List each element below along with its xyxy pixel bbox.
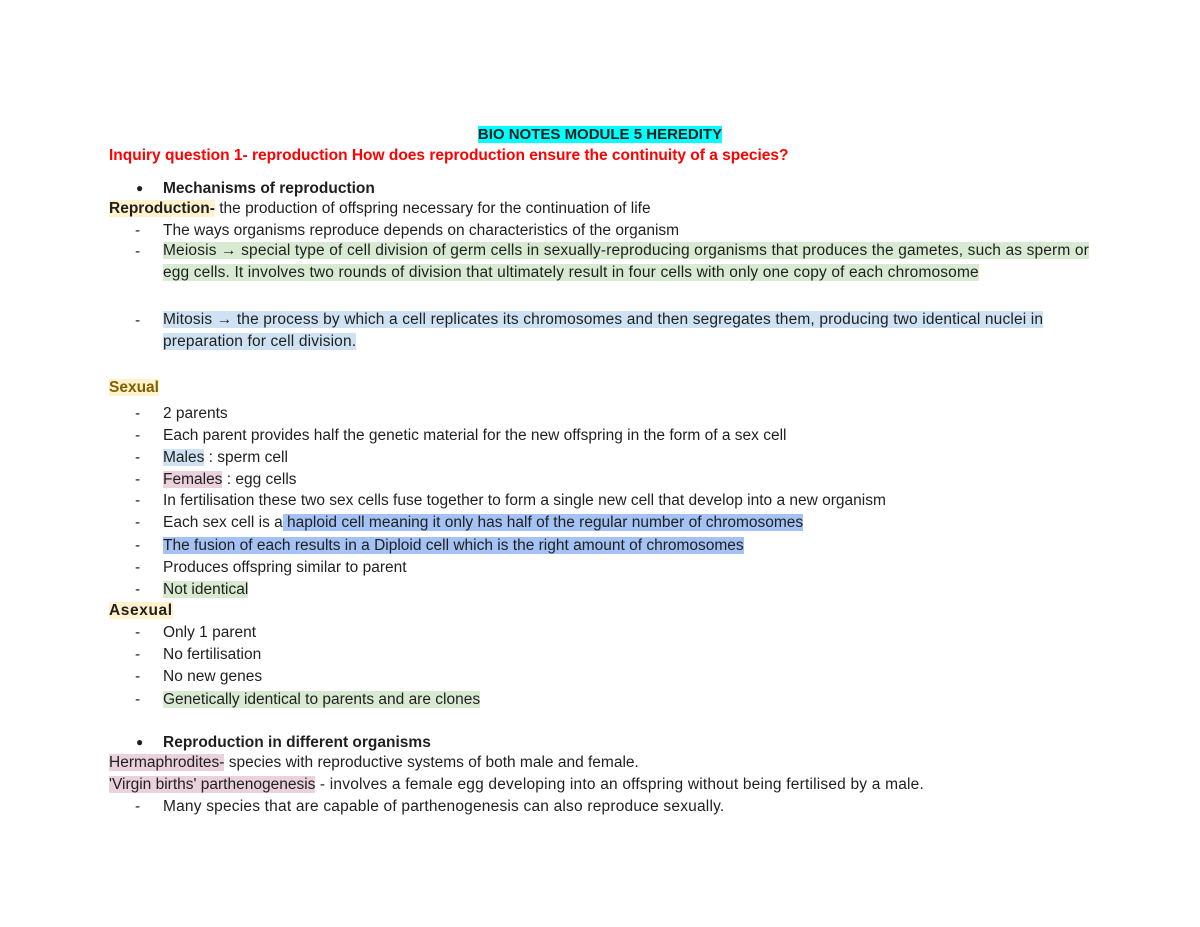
bullet-icon: ● [136,181,144,195]
list-item [163,469,297,490]
dash-icon: - [135,492,141,509]
males-rest: : sperm cell [204,449,288,466]
dash-icon: - [135,405,141,422]
dash-icon: - [135,624,141,641]
herm-def: species with reproductive systems of both male and female. [224,754,639,771]
females-term: Females [163,471,223,488]
dash-icon: - [135,427,141,444]
dash-icon: - [135,537,141,554]
list-item: In fertilisation these two sex cells fuse together to form a single new cell that develop into a new organism [163,492,886,509]
list-item: Only 1 parent [163,624,257,641]
sexual-heading [109,377,159,398]
inquiry-question: Inquiry question 1- reproduction How does reproduction ensure the continuity of a species? [109,147,789,164]
parthenogenesis-definition [109,774,924,795]
clones-text: Genetically identical to parents and are clones [163,691,481,708]
mitosis-item [163,309,1093,353]
organisms-heading: Reproduction in different organisms [163,734,431,751]
females-rest: : egg cells [222,471,297,488]
not-identical: Not identical [163,581,249,598]
dash-icon: - [135,243,141,260]
reproduction-term: Reproduction- [109,200,215,217]
list-item: Produces offspring similar to parent [163,559,407,576]
dash-icon: - [135,581,141,598]
mechanisms-heading: Mechanisms of reproduction [163,180,375,197]
asexual-heading [109,600,173,621]
reproduction-definition [109,198,651,219]
dash-icon: - [135,668,141,685]
list-item [163,535,744,556]
dash-icon: - [135,222,141,239]
haploid-pre: Each sex cell is a [163,514,283,531]
virgin-term: 'Virgin births' parthenogenesis [109,776,316,793]
haploid-highlight: haploid cell meaning it only has half of the regular number of chromosomes [282,514,804,531]
dash-icon: - [135,312,141,329]
hermaphrodites-definition [109,752,639,773]
list-item: 2 parents [163,405,228,422]
list-item [163,579,248,600]
list-item: No fertilisation [163,646,262,663]
dash-icon: - [135,798,141,815]
meiosis-text: Meiosis → special type of cell division of germ cells in sexually-reproducing organisms that produces the gametes, such as sperm or egg cells. It involves two rounds of division that ultimately result in four cells with only one copy of each chromosome [163,242,1089,281]
dash-icon: - [135,449,141,466]
virgin-def: - involves a female egg developing into an offspring without being fertilised by a male. [315,776,924,793]
herm-term: Hermaphrodites- [109,754,225,771]
list-item [163,512,803,533]
title-text: BIO NOTES MODULE 5 HEREDITY [477,126,723,143]
asexual-heading-text: Asexual [109,602,173,619]
page-title [0,124,1200,145]
males-term: Males [163,449,205,466]
sexual-heading-text: Sexual [109,379,159,396]
dash-icon: - [135,691,141,708]
list-item [163,447,288,468]
diploid-highlight: The fusion of each results in a Diploid cell which is the right amount of chromosomes [163,537,744,554]
dash-icon: - [135,514,141,531]
list-item: No new genes [163,668,263,685]
dash-icon: - [135,471,141,488]
dash-icon: - [135,559,141,576]
reproduction-def-text: the production of offspring necessary for the continuation of life [214,200,651,217]
bullet-icon: ● [136,735,144,749]
mitosis-text: Mitosis → the process by which a cell replicates its chromosomes and then segregates them, producing two identical nuclei in preparation for cell division. [163,311,1044,350]
list-item [163,689,480,710]
list-item: The ways organisms reproduce depends on characteristics of the organism [163,222,680,239]
list-item: Each parent provides half the genetic material for the new offspring in the form of a sex cell [163,427,787,444]
list-item: Many species that are capable of parthenogenesis can also reproduce sexually. [163,798,725,815]
meiosis-item [163,240,1093,284]
dash-icon: - [135,646,141,663]
